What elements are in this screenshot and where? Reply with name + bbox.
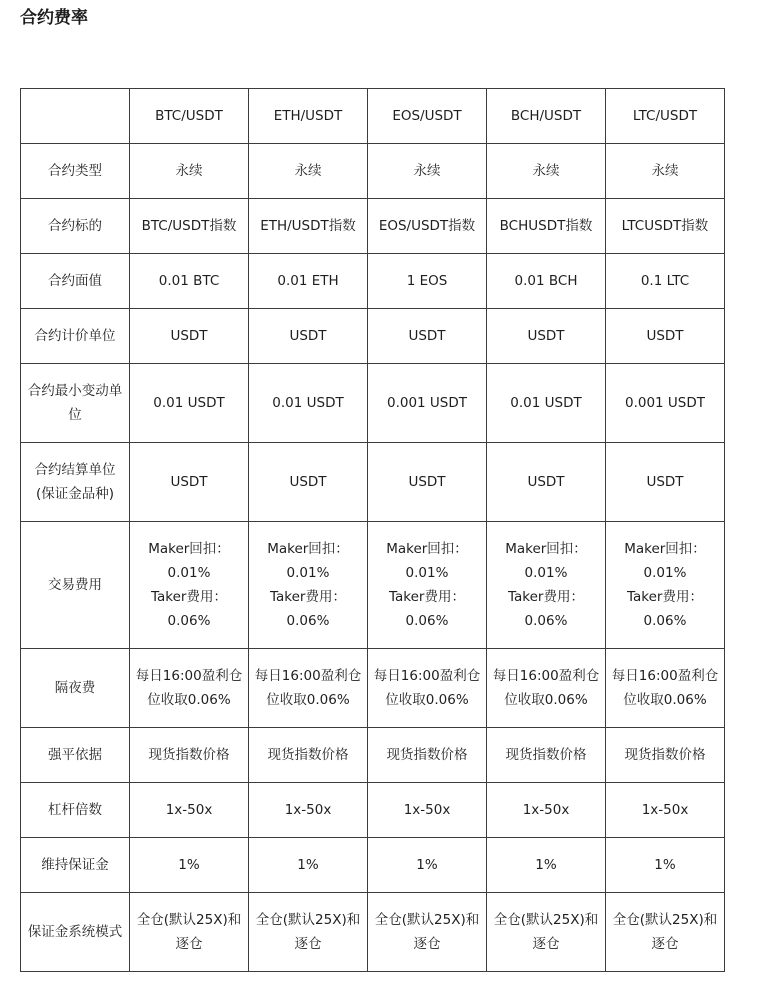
- value-cell: [368, 783, 487, 838]
- table-row: [21, 522, 725, 649]
- value-text: USDT: [527, 474, 565, 490]
- header-cell: [130, 89, 249, 144]
- value-text: 0.01%: [524, 565, 568, 581]
- value-cell: [606, 364, 725, 443]
- value-text: 1x-50x: [641, 802, 689, 818]
- value-cell: [368, 728, 487, 783]
- header-cell: [249, 89, 368, 144]
- value-text: 1x-50x: [165, 802, 213, 818]
- value-cell: [249, 649, 368, 728]
- value-text: 每日16:00盈利仓: [492, 668, 600, 684]
- value-cell: [487, 199, 606, 254]
- value-text: USDT: [170, 328, 208, 344]
- value-cell: [368, 443, 487, 522]
- row-label-cell: [21, 893, 130, 972]
- value-cell: [249, 893, 368, 972]
- value-text: 逐仓: [294, 936, 322, 952]
- value-cell: [368, 144, 487, 199]
- value-text: Maker回扣：: [624, 541, 706, 557]
- value-cell: [487, 838, 606, 893]
- value-text: 位收取0.06%: [623, 692, 707, 708]
- row-label-text: 合约最小变动单: [27, 383, 123, 399]
- row-label-cell: [21, 649, 130, 728]
- value-cell: [606, 443, 725, 522]
- value-text: BCHUSDT指数: [499, 218, 593, 234]
- value-text: 0.01%: [286, 565, 330, 581]
- value-text: 0.01 USDT: [272, 395, 344, 411]
- row-label-cell: [21, 364, 130, 443]
- value-text: USDT: [289, 474, 327, 490]
- value-cell: [487, 443, 606, 522]
- value-text: 0.01 ETH: [277, 273, 339, 289]
- value-text: 0.06%: [167, 613, 211, 629]
- value-cell: [130, 309, 249, 364]
- value-cell: [130, 364, 249, 443]
- value-text: USDT: [289, 328, 327, 344]
- page-title: 合约费率: [20, 8, 88, 28]
- value-text: 逐仓: [532, 936, 560, 952]
- value-text: 永续: [413, 163, 441, 179]
- value-cell: [368, 649, 487, 728]
- header-text: LTC/USDT: [632, 108, 698, 124]
- value-text: Maker回扣：: [505, 541, 587, 557]
- table-row: [21, 443, 725, 522]
- value-text: 1%: [535, 857, 557, 873]
- value-text: USDT: [408, 474, 446, 490]
- value-text: 位收取0.06%: [266, 692, 350, 708]
- table-header-row: [21, 89, 725, 144]
- header-text: EOS/USDT: [392, 108, 462, 124]
- table-row: [21, 838, 725, 893]
- value-text: 0.01%: [643, 565, 687, 581]
- value-cell: [606, 838, 725, 893]
- value-text: 0.06%: [524, 613, 568, 629]
- row-label-text: 合约标的: [48, 218, 102, 234]
- value-cell: [249, 254, 368, 309]
- row-label-cell: [21, 443, 130, 522]
- value-cell: [249, 443, 368, 522]
- value-text: Maker回扣：: [148, 541, 230, 557]
- value-text: 1%: [178, 857, 200, 873]
- value-text: USDT: [408, 328, 446, 344]
- value-text: Taker费用：: [627, 589, 703, 605]
- value-cell: [130, 838, 249, 893]
- value-cell: [130, 783, 249, 838]
- value-cell: [487, 783, 606, 838]
- value-cell: [130, 649, 249, 728]
- value-cell: [487, 728, 606, 783]
- value-cell: [249, 144, 368, 199]
- value-cell: [130, 443, 249, 522]
- value-cell: [606, 254, 725, 309]
- value-text: USDT: [170, 474, 208, 490]
- contract-fee-table: [20, 88, 725, 972]
- value-text: 永续: [175, 163, 203, 179]
- value-text: 0.01 BTC: [158, 273, 220, 289]
- value-text: 全仓(默认25X)和: [136, 912, 242, 928]
- value-cell: [487, 649, 606, 728]
- row-label-text: 交易费用: [48, 577, 102, 593]
- header-cell: [368, 89, 487, 144]
- value-text: 0.01%: [405, 565, 449, 581]
- row-label-text: 维持保证金: [41, 857, 109, 873]
- row-label-cell: [21, 309, 130, 364]
- value-text: 0.001 USDT: [386, 395, 468, 411]
- value-text: 每日16:00盈利仓: [135, 668, 243, 684]
- value-text: 永续: [294, 163, 322, 179]
- value-text: 0.06%: [643, 613, 687, 629]
- value-text: 0.06%: [405, 613, 449, 629]
- value-cell: [487, 309, 606, 364]
- value-text: 位收取0.06%: [147, 692, 231, 708]
- value-cell: [368, 254, 487, 309]
- row-label-text: 隔夜费: [54, 680, 96, 696]
- value-text: 全仓(默认25X)和: [493, 912, 599, 928]
- value-cell: [606, 728, 725, 783]
- header-text: BCH/USDT: [510, 108, 582, 124]
- value-text: 全仓(默认25X)和: [255, 912, 361, 928]
- value-text: Taker费用：: [389, 589, 465, 605]
- value-cell: [606, 199, 725, 254]
- value-text: 位收取0.06%: [504, 692, 588, 708]
- value-text: 0.001 USDT: [624, 395, 706, 411]
- value-cell: [130, 728, 249, 783]
- value-text: 0.01 USDT: [510, 395, 582, 411]
- table-row: [21, 649, 725, 728]
- header-corner-cell: [21, 89, 130, 144]
- value-cell: [130, 522, 249, 649]
- row-label-cell: [21, 522, 130, 649]
- value-text: 1x-50x: [284, 802, 332, 818]
- value-cell: [249, 199, 368, 254]
- value-text: 永续: [532, 163, 560, 179]
- value-text: 现货指数价格: [624, 747, 706, 763]
- header-text: BTC/USDT: [155, 108, 223, 124]
- value-text: 每日16:00盈利仓: [611, 668, 719, 684]
- value-cell: [487, 893, 606, 972]
- header-cell: [487, 89, 606, 144]
- value-text: 逐仓: [175, 936, 203, 952]
- value-text: Taker费用：: [151, 589, 227, 605]
- value-text: 1%: [654, 857, 676, 873]
- value-text: 现货指数价格: [148, 747, 230, 763]
- row-label-cell: [21, 199, 130, 254]
- value-cell: [249, 728, 368, 783]
- row-label-text: 合约面值: [48, 273, 102, 289]
- value-cell: [606, 893, 725, 972]
- value-text: 永续: [651, 163, 679, 179]
- row-label-text: 杠杆倍数: [48, 802, 102, 818]
- value-cell: [487, 522, 606, 649]
- value-text: 1x-50x: [403, 802, 451, 818]
- value-text: Taker费用：: [508, 589, 584, 605]
- row-label-text: 合约计价单位: [34, 328, 116, 344]
- value-text: 逐仓: [413, 936, 441, 952]
- table-row: [21, 199, 725, 254]
- value-cell: [606, 522, 725, 649]
- value-text: 现货指数价格: [267, 747, 349, 763]
- value-text: 全仓(默认25X)和: [612, 912, 718, 928]
- value-cell: [249, 522, 368, 649]
- table-row: [21, 144, 725, 199]
- value-text: Taker费用：: [270, 589, 346, 605]
- value-cell: [130, 254, 249, 309]
- row-label-cell: [21, 144, 130, 199]
- table-row: [21, 893, 725, 972]
- value-cell: [606, 144, 725, 199]
- value-text: 0.06%: [286, 613, 330, 629]
- value-text: USDT: [527, 328, 565, 344]
- value-text: EOS/USDT指数: [378, 218, 476, 234]
- table-row: [21, 309, 725, 364]
- value-cell: [249, 838, 368, 893]
- header-text: ETH/USDT: [273, 108, 343, 124]
- value-text: 全仓(默认25X)和: [374, 912, 480, 928]
- row-label-text: 位: [68, 407, 82, 423]
- row-label-cell: [21, 838, 130, 893]
- value-text: 位收取0.06%: [385, 692, 469, 708]
- value-text: 0.1 LTC: [640, 273, 690, 289]
- value-text: 现货指数价格: [386, 747, 468, 763]
- value-text: Maker回扣：: [386, 541, 468, 557]
- value-cell: [130, 893, 249, 972]
- row-label-text: (保证金品种): [35, 486, 115, 502]
- value-text: 每日16:00盈利仓: [254, 668, 362, 684]
- value-cell: [249, 364, 368, 443]
- value-text: 0.01%: [167, 565, 211, 581]
- value-text: LTCUSDT指数: [621, 218, 709, 234]
- value-cell: [368, 364, 487, 443]
- table-row: [21, 783, 725, 838]
- value-text: 0.01 BCH: [514, 273, 578, 289]
- value-text: 1%: [416, 857, 438, 873]
- value-cell: [130, 199, 249, 254]
- value-text: 0.01 USDT: [153, 395, 225, 411]
- row-label-text: 强平依据: [48, 747, 102, 763]
- value-text: 1 EOS: [406, 273, 448, 289]
- table-row: [21, 254, 725, 309]
- value-text: ETH/USDT指数: [260, 218, 356, 234]
- value-cell: [368, 309, 487, 364]
- value-text: USDT: [646, 328, 684, 344]
- row-label-text: 合约结算单位: [34, 462, 116, 478]
- row-label-cell: [21, 254, 130, 309]
- value-text: 逐仓: [651, 936, 679, 952]
- header-cell: [606, 89, 725, 144]
- value-cell: [130, 144, 249, 199]
- value-cell: [368, 893, 487, 972]
- value-cell: [368, 838, 487, 893]
- value-cell: [368, 522, 487, 649]
- value-cell: [606, 649, 725, 728]
- value-cell: [487, 364, 606, 443]
- value-cell: [368, 199, 487, 254]
- value-cell: [487, 254, 606, 309]
- value-cell: [249, 783, 368, 838]
- value-text: Maker回扣：: [267, 541, 349, 557]
- value-text: USDT: [646, 474, 684, 490]
- value-text: 现货指数价格: [505, 747, 587, 763]
- value-cell: [606, 309, 725, 364]
- value-text: 1%: [297, 857, 319, 873]
- value-cell: [249, 309, 368, 364]
- table-row: [21, 728, 725, 783]
- value-text: 每日16:00盈利仓: [373, 668, 481, 684]
- row-label-text: 保证金系统模式: [27, 924, 123, 940]
- value-text: BTC/USDT指数: [141, 218, 237, 234]
- value-text: 1x-50x: [522, 802, 570, 818]
- row-label-cell: [21, 728, 130, 783]
- value-cell: [606, 783, 725, 838]
- value-cell: [487, 144, 606, 199]
- table-row: [21, 364, 725, 443]
- row-label-cell: [21, 783, 130, 838]
- row-label-text: 合约类型: [48, 163, 102, 179]
